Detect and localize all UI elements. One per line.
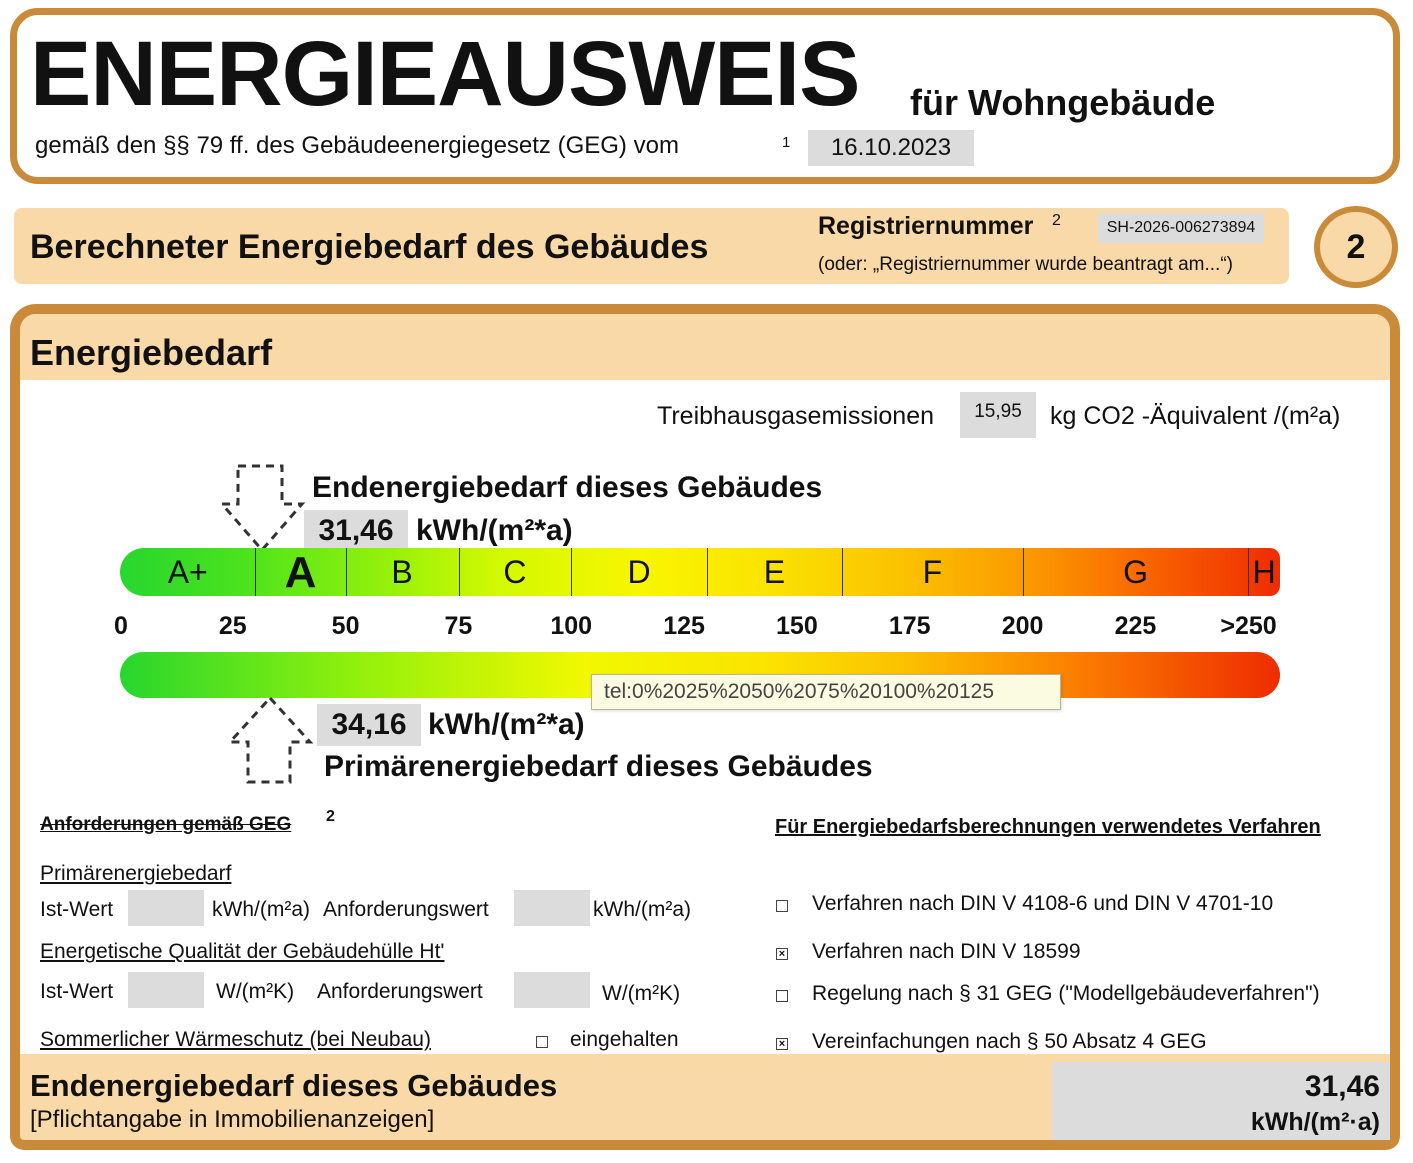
footer-value-field[interactable] xyxy=(1052,1062,1390,1140)
primary-energy-title: Primärenergiebedarf dieses Gebäudes xyxy=(324,750,873,783)
registration-footnote: 2 xyxy=(1052,212,1061,229)
class-divider xyxy=(571,548,572,596)
registration-number-field[interactable]: SH-2026-006273894 xyxy=(1098,213,1264,243)
requirements-footnote: 2 xyxy=(326,808,335,825)
summer-protection-checkbox[interactable] xyxy=(536,1036,548,1048)
methods-heading: Für Energiebedarfsberechnungen verwendetes Verfahren xyxy=(775,816,1321,838)
energy-class-d: D xyxy=(627,554,651,590)
scale-tick: 75 xyxy=(444,612,473,640)
hull-quality-label: Energetische Qualität der Gebäudehülle Ht' xyxy=(40,940,445,963)
summer-protection-state: eingehalten xyxy=(570,1028,679,1051)
class-divider xyxy=(707,548,708,596)
end-energy-arrow-icon xyxy=(218,464,308,554)
method-checkbox[interactable]: × xyxy=(776,948,788,960)
document-subtitle: für Wohngebäude xyxy=(910,82,1216,123)
footer-title: Endenergiebedarf dieses Gebäudes xyxy=(30,1068,558,1103)
energy-class-a-plus: A+ xyxy=(167,554,208,590)
actual-value-label-2: Ist-Wert xyxy=(40,980,114,1003)
energy-panel-title: Energiebedarf xyxy=(30,332,273,373)
end-energy-title: Endenergiebedarf dieses Gebäudes xyxy=(312,471,823,504)
footer-note: [Pflichtangabe in Immobilienanzeigen] xyxy=(30,1106,435,1133)
energy-class-b: B xyxy=(391,554,413,590)
class-divider xyxy=(346,548,347,596)
unit-w: W/(m²K) xyxy=(216,980,295,1003)
unit-kwh-2: kWh/(m²a) xyxy=(593,898,691,921)
scale-tick: 225 xyxy=(1114,612,1157,640)
end-energy-unit: kWh/(m²*a) xyxy=(416,514,573,547)
footnote-marker: 1 xyxy=(782,134,791,151)
method-checkbox[interactable] xyxy=(776,900,788,912)
ghg-unit: kg CO2 -Äquivalent /(m²a) xyxy=(1050,402,1341,430)
method-label: Vereinfachungen nach § 50 Absatz 4 GEG xyxy=(812,1030,1207,1053)
unit-w-2: W/(m²K) xyxy=(602,982,681,1005)
class-divider xyxy=(1248,548,1249,596)
energy-class-e: E xyxy=(763,554,786,590)
method-checkbox[interactable]: × xyxy=(776,1038,788,1050)
ghg-value-field[interactable]: 15,95 xyxy=(960,392,1036,438)
required-value-label: Anforderungswert xyxy=(323,898,489,921)
class-divider xyxy=(459,548,460,596)
required-value-label-2: Anforderungswert xyxy=(317,980,483,1003)
document-title: ENERGIEAUSWEIS xyxy=(30,23,860,125)
class-divider xyxy=(1023,548,1024,596)
method-label: Verfahren nach DIN V 4108-6 und DIN V 4701-10 xyxy=(812,892,1274,915)
footer-summary xyxy=(10,1054,1400,1150)
link-tooltip: tel:0%2025%2050%2075%20100%20125 xyxy=(591,674,1061,710)
scale-tick: >250 xyxy=(1220,612,1277,640)
law-reference: gemäß den §§ 79 ff. des Gebäudeenergiegesetz (GEG) vom xyxy=(35,132,679,159)
unit-kwh: kWh/(m²a) xyxy=(212,898,310,921)
section-band-title: Berechneter Energiebedarf des Gebäudes xyxy=(30,228,709,266)
registration-note: (oder: „Registriernummer wurde beantragt am...“) xyxy=(818,254,1233,275)
hull-required-value-field[interactable] xyxy=(514,972,590,1008)
method-label: Verfahren nach DIN V 18599 xyxy=(812,940,1081,963)
scale-tick: 25 xyxy=(218,612,247,640)
primary-energy-arrow-icon xyxy=(226,694,316,786)
energy-class-a: A xyxy=(284,548,317,597)
scale-tick: 125 xyxy=(663,612,705,640)
scale-tick: 100 xyxy=(550,612,593,640)
class-divider xyxy=(255,548,256,596)
scale-tick: 150 xyxy=(776,612,818,640)
scale-tick: 50 xyxy=(331,612,360,640)
actual-value-label: Ist-Wert xyxy=(40,898,114,921)
footer-unit: kWh/(m²·a) xyxy=(1250,1108,1380,1136)
summer-protection-label: Sommerlicher Wärmeschutz (bei Neubau) xyxy=(40,1028,431,1051)
page-number-badge: 2 xyxy=(1314,206,1398,288)
issue-date-field[interactable]: 16.10.2023 xyxy=(808,130,974,166)
registration-label: Registriernummer xyxy=(818,212,1034,240)
scale-tick-labels xyxy=(114,612,1280,642)
primary-energy-requirement-label: Primärenergiebedarf xyxy=(40,862,232,885)
end-energy-value-field[interactable]: 31,46 xyxy=(304,510,408,552)
scale-tick: 200 xyxy=(1001,612,1044,640)
hull-actual-value-field[interactable] xyxy=(128,972,204,1008)
requirements-heading: Anforderungen gemäß GEG xyxy=(40,814,292,835)
method-label: Regelung nach § 31 GEG ("Modellgebäudeverfahren") xyxy=(812,982,1320,1005)
section-band xyxy=(14,208,1289,284)
energy-panel-header xyxy=(20,314,1390,380)
ghg-label: Treibhausgasemissionen xyxy=(657,402,935,430)
class-divider xyxy=(842,548,843,596)
method-checkbox[interactable] xyxy=(776,990,788,1002)
energy-class-c: C xyxy=(503,554,527,590)
primary-required-value-field[interactable] xyxy=(514,890,590,926)
footer-value: 31,46 xyxy=(1304,1070,1380,1103)
energy-class-f: F xyxy=(922,554,943,590)
energy-class-scale xyxy=(120,548,1280,596)
energy-class-h: H xyxy=(1252,554,1276,590)
primary-energy-value-field[interactable]: 34,16 xyxy=(317,704,421,746)
scale-tick: 175 xyxy=(888,612,931,640)
energy-class-g: G xyxy=(1123,554,1148,590)
primary-actual-value-field[interactable] xyxy=(128,890,204,926)
primary-energy-unit: kWh/(m²*a) xyxy=(428,708,585,741)
scale-tick: 0 xyxy=(114,612,128,640)
energy-demand-panel xyxy=(10,304,1400,1150)
